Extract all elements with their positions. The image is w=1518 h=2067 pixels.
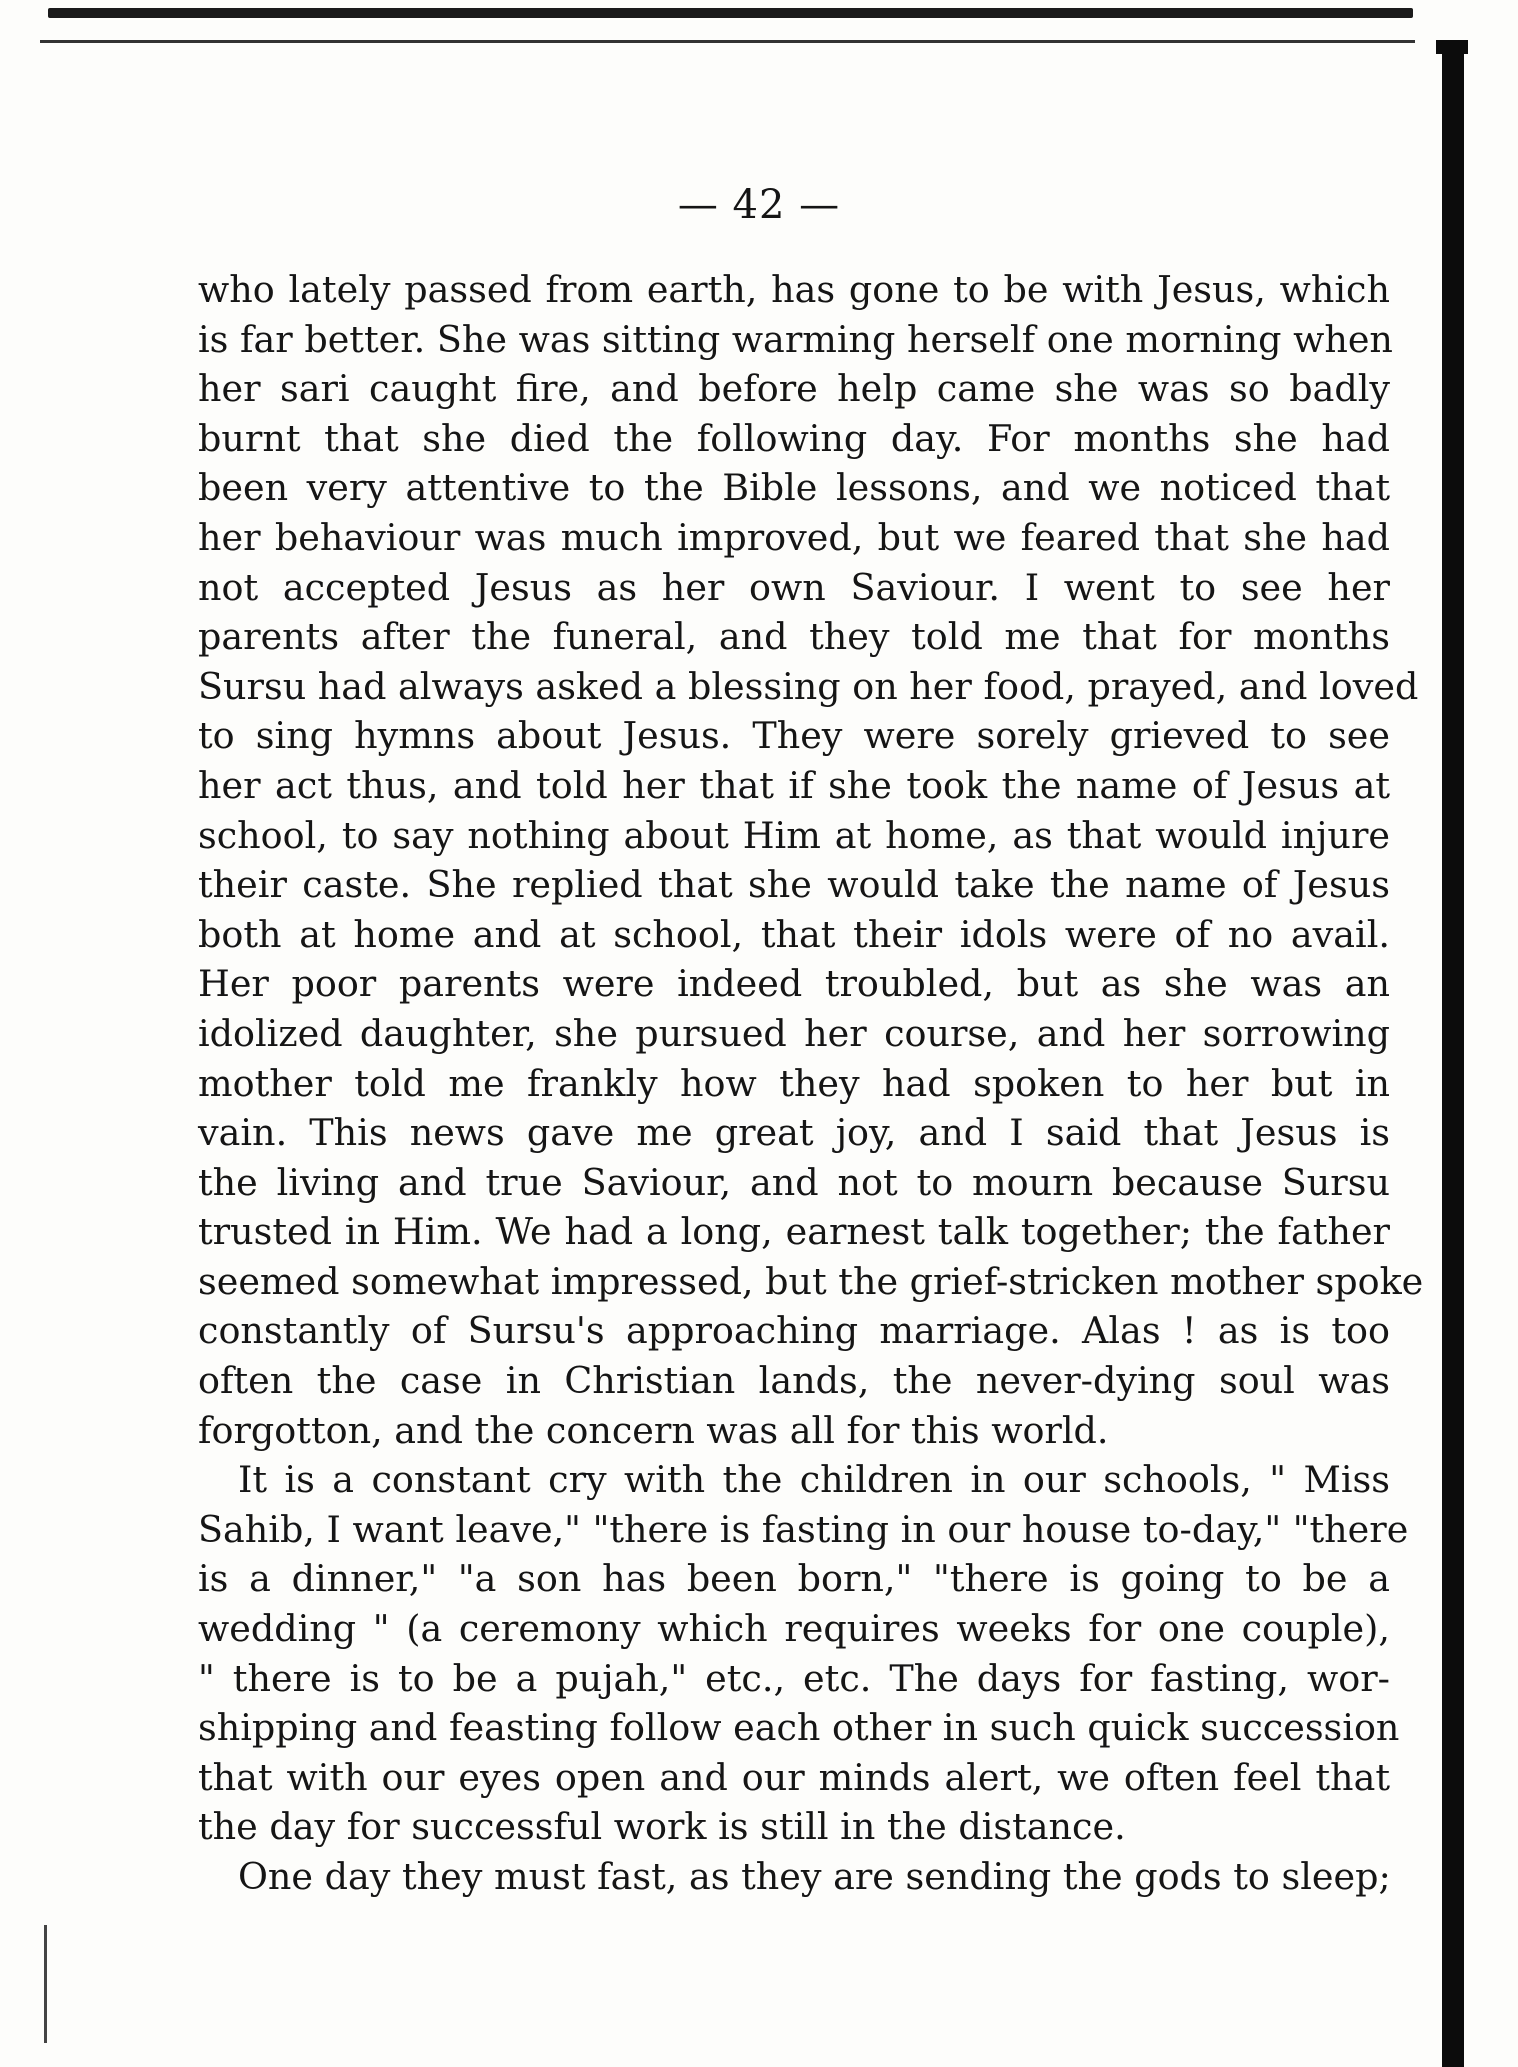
text-line: mother told me frankly how they had spoken to her but in [198,1061,1390,1105]
text-line: Sahib, I want leave," "there is fasting in our house to-day," "there [198,1507,1409,1551]
text-line: Her poor parents were indeed troubled, but as she was an [198,962,1390,1006]
text-line: forgotton, and the concern was all for this world. [198,1408,1109,1452]
text-line: shipping and feasting follow each other in such quick succession [198,1706,1400,1750]
text-line: her act thus, and told her that if she took the name of Jesus at [198,763,1390,807]
top-border-rule [48,8,1413,18]
page-number: — 42 — [677,182,841,228]
text-line: the day for successful work is still in the distance. [198,1805,1126,1849]
text-line: It is a constant cry with the children in our schools, " Miss [238,1458,1390,1502]
text-line: Sursu had always asked a blessing on her food, prayed, and loved [198,664,1419,708]
binding-edge [1442,40,1464,2067]
text-line: school, to say nothing about Him at home, as that would injure [198,813,1390,857]
text-line: that with our eyes open and our minds alert, we often feel that [198,1755,1390,1799]
text-line: " there is to be a pujah," etc., etc. The days for fasting, wor- [198,1656,1390,1700]
text-line: burnt that she died the following day. For months she had [198,416,1390,460]
text-line: constantly of Sursu's approaching marriage. Alas ! as is too [198,1309,1390,1353]
text-line: been very attentive to the Bible lessons, and we noticed that [198,466,1390,510]
text-line: One day they must fast, as they are sending the gods to sleep; [238,1855,1391,1898]
text-line: her sari caught fire, and before help came she was so badly [198,367,1390,411]
text-line: who lately passed from earth, has gone to be with Jesus, which [198,268,1390,311]
body-text [198,265,1424,1902]
text-line: wedding " (a ceremony which requires weeks for one couple), [198,1607,1390,1651]
text-line: is a dinner," "a son has been born," "there is going to be a [198,1557,1390,1601]
text-line: the living and true Saviour, and not to mourn because Sursu [198,1160,1390,1204]
text-line: her behaviour was much improved, but we feared that she had [198,515,1390,559]
text-line: parents after the funeral, and they told me that for months [198,615,1390,659]
text-line: is far better. She was sitting warming herself one morning when [198,317,1393,361]
text-line: trusted in Him. We had a long, earnest talk together; the father [198,1210,1390,1254]
text-line: their caste. She replied that she would take the name of Jesus [198,863,1390,907]
text-line: vain. This news gave me great joy, and I said that Jesus is [198,1111,1390,1155]
scan-margin-mark [44,1925,47,2043]
text-line: often the case in Christian lands, the never-dying soul was [198,1359,1390,1403]
text-line: seemed somewhat impressed, but the grief-stricken mother spoke [198,1259,1424,1303]
top-thin-rule [40,40,1415,43]
text-line: idolized daughter, she pursued her course, and her sorrowing [198,1011,1390,1055]
text-line: both at home and at school, that their idols were of no avail. [198,912,1390,956]
text-line: not accepted Jesus as her own Saviour. I went to see her [198,565,1390,609]
text-line: to sing hymns about Jesus. They were sorely grieved to see [198,714,1390,758]
